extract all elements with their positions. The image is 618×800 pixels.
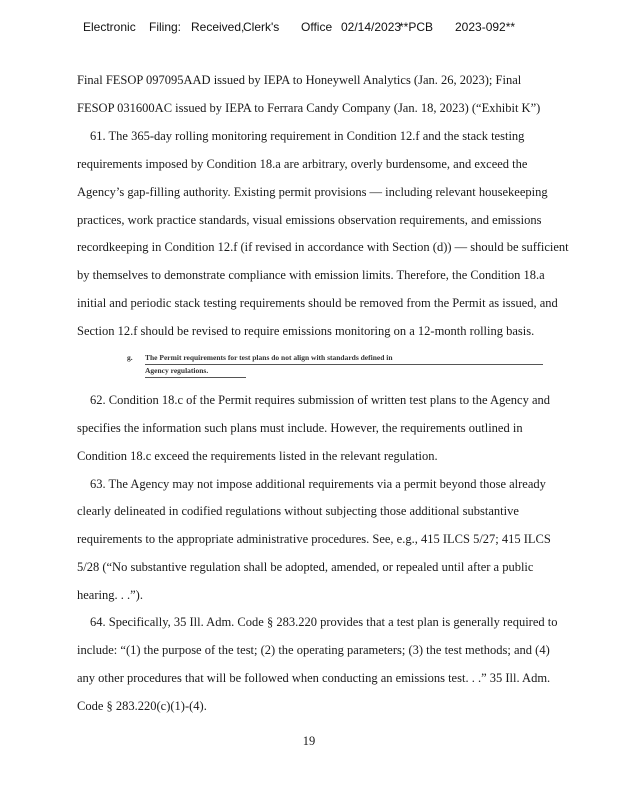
body-line: Code § 283.220(c)(1)-(4). bbox=[77, 699, 207, 713]
body-line: requirements imposed by Condition 18.a are arbitrary, overly burdensome, and exceed the bbox=[77, 157, 528, 171]
body-line: hearing. . .”). bbox=[77, 588, 143, 602]
body-line: FESOP 031600AC issued by IEPA to Ferrara Candy Company (Jan. 18, 2023) (“Exhibit K”) bbox=[77, 101, 541, 115]
subheading-line-1: The Permit requirements for test plans do not align with standards defined in bbox=[145, 352, 543, 365]
paragraph-63-line: 63. The Agency may not impose additional requirements via a permit beyond those already bbox=[90, 477, 546, 491]
header-received: Received, bbox=[191, 20, 245, 34]
body-line: Agency’s gap-filling authority. Existing permit provisions — including relevant housekeeping bbox=[77, 185, 548, 199]
header-filing: Filing: bbox=[149, 20, 182, 34]
header-date: 02/14/2023 bbox=[341, 20, 402, 34]
body-line: specifies the information such plans must include. However, the requirements outlined in bbox=[77, 421, 523, 435]
header-clerks: Clerk's bbox=[243, 20, 280, 34]
body-line: Condition 18.c exceed the requirements listed in the relevant regulation. bbox=[77, 449, 438, 463]
header-docket: 2023-092** bbox=[455, 20, 516, 34]
body-line: any other procedures that will be followed when conducting an emissions test. . .” 35 Ill. Adm. bbox=[77, 671, 551, 685]
subheading-letter: g. bbox=[127, 353, 133, 362]
body-line: clearly delineated in codified regulations without subjecting those additional substantive bbox=[77, 504, 519, 518]
paragraph-61-line: 61. The 365-day rolling monitoring requirement in Condition 12.f and the stack testing bbox=[90, 129, 525, 143]
page-number: 19 bbox=[302, 734, 316, 748]
header-electronic: Electronic bbox=[83, 20, 136, 34]
body-line: Final FESOP 097095AAD issued by IEPA to Honeywell Analytics (Jan. 26, 2023); Final bbox=[77, 73, 522, 87]
header-pcb: **PCB bbox=[399, 20, 434, 34]
paragraph-62-line: 62. Condition 18.c of the Permit requires submission of written test plans to the Agency and bbox=[90, 393, 551, 407]
body-line: requirements to the appropriate administrative procedures. See, e.g., 415 ILCS 5/27; 415 ILCS bbox=[77, 532, 551, 546]
body-line: recordkeeping in Condition 12.f (if revised in accordance with Section (d)) — should be sufficient bbox=[77, 240, 569, 254]
section-subheading bbox=[127, 352, 543, 378]
body-line: practices, work practice standards, visual emissions observation requirements, and emissions bbox=[77, 213, 542, 227]
subheading-line-2: Agency regulations. bbox=[145, 365, 246, 378]
paragraph-64-line: 64. Specifically, 35 Ill. Adm. Code § 283.220 provides that a test plan is generally required to bbox=[90, 615, 558, 629]
body-line: 5/28 (“No substantive regulation shall be adopted, amended, or repealed until after a public bbox=[77, 560, 534, 574]
body-line: by themselves to demonstrate compliance with emission limits. Therefore, the Condition 18.a bbox=[77, 268, 545, 282]
filing-header bbox=[83, 20, 563, 34]
body-line: include: “(1) the purpose of the test; (2) the operating parameters; (3) the test methods; and (4) bbox=[77, 643, 550, 657]
body-line: Section 12.f should be revised to require emissions monitoring on a 12-month rolling basis. bbox=[77, 324, 535, 338]
body-line: initial and periodic stack testing requirements should be removed from the Permit as issued, and bbox=[77, 296, 558, 310]
header-office: Office bbox=[301, 20, 333, 34]
